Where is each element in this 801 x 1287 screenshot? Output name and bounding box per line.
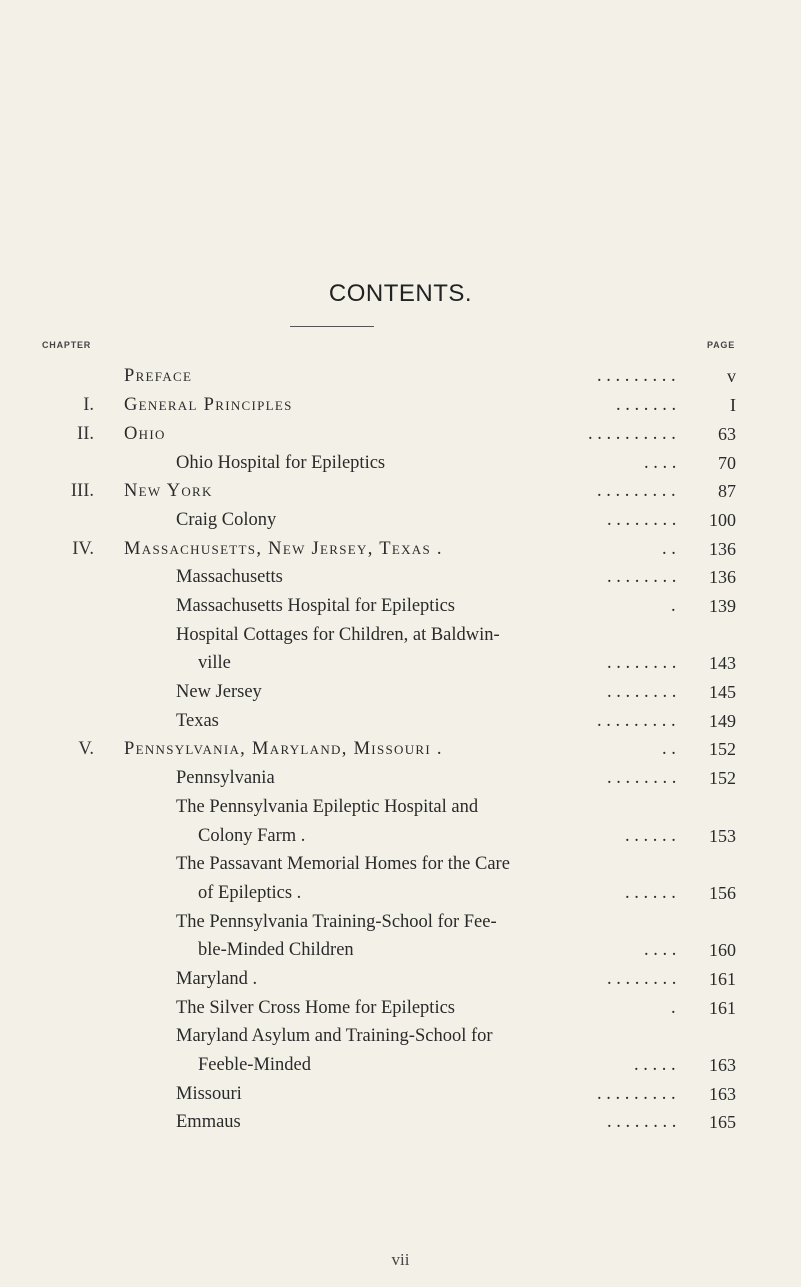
page-number: 149 bbox=[709, 711, 736, 731]
page-number: 100 bbox=[709, 510, 736, 530]
entry-title: General Principles bbox=[124, 395, 293, 415]
entry-title: Hospital Cottages for Children, at Baldwin- bbox=[176, 625, 500, 645]
toc-entry bbox=[0, 795, 801, 819]
page-number: 160 bbox=[709, 940, 736, 960]
entry-title: Feeble-Minded bbox=[198, 1055, 312, 1075]
toc-entry bbox=[0, 852, 801, 876]
page-number: v bbox=[727, 366, 736, 386]
page-column-header: PAGE bbox=[706, 340, 735, 350]
toc-entry bbox=[0, 422, 801, 446]
entry-title: Texas bbox=[176, 711, 219, 731]
entry-title: Colony Farm . bbox=[198, 826, 306, 846]
chapter-number: V. bbox=[78, 739, 94, 759]
toc-entry bbox=[0, 1024, 801, 1048]
page-number: 152 bbox=[709, 768, 736, 788]
title-rule bbox=[290, 326, 374, 327]
toc-entry bbox=[0, 1082, 801, 1106]
chapter-number: IV. bbox=[72, 539, 94, 559]
page-number: 163 bbox=[709, 1055, 736, 1075]
entry-title: Maryland Asylum and Training-School for bbox=[176, 1026, 493, 1046]
chapter-number: I. bbox=[83, 395, 94, 415]
entry-title: Emmaus bbox=[176, 1112, 241, 1132]
page-number: 63 bbox=[718, 424, 736, 444]
toc-entry bbox=[0, 910, 801, 934]
entry-title: Massachusetts, New Jersey, Texas . bbox=[124, 539, 443, 559]
dot-leader: . . bbox=[662, 739, 676, 759]
dot-leader: . . . . . . . . . bbox=[597, 481, 676, 501]
entry-title: ville bbox=[198, 653, 231, 673]
toc-entry bbox=[0, 1110, 801, 1134]
dot-leader: . . . . bbox=[644, 940, 677, 960]
entry-title: Massachusetts bbox=[176, 567, 283, 587]
page-number: 161 bbox=[709, 969, 736, 989]
toc-entry bbox=[0, 451, 801, 475]
dot-leader: . . . . . . . . bbox=[607, 969, 677, 989]
entry-title: The Pennsylvania Training-School for Fee- bbox=[176, 912, 497, 932]
dot-leader: . . . . . . . . bbox=[607, 653, 677, 673]
page-number: 161 bbox=[709, 998, 736, 1018]
page-number: 145 bbox=[709, 682, 736, 702]
entry-title: Ohio Hospital for Epileptics bbox=[176, 453, 386, 473]
page-number: 163 bbox=[709, 1084, 736, 1104]
dot-leader: . . . . . . . . bbox=[607, 567, 677, 587]
entry-title: of Epileptics . bbox=[198, 883, 302, 903]
toc-entry bbox=[0, 623, 801, 647]
page-number: 139 bbox=[709, 596, 736, 616]
toc-entry bbox=[0, 479, 801, 503]
toc-entry bbox=[0, 996, 801, 1020]
toc-entry bbox=[0, 967, 801, 991]
page-number: 136 bbox=[709, 539, 736, 559]
dot-leader: . . . . . . . . . . bbox=[588, 424, 676, 444]
entry-title: The Passavant Memorial Homes for the Care bbox=[176, 854, 510, 874]
entry-title: Pennsylvania, Maryland, Missouri . bbox=[124, 739, 443, 759]
toc-entry bbox=[0, 651, 801, 675]
page-number: 136 bbox=[709, 567, 736, 587]
toc-entry bbox=[0, 881, 801, 905]
entry-title: Maryland . bbox=[176, 969, 258, 989]
page-title: CONTENTS. bbox=[328, 280, 473, 307]
page-number: 70 bbox=[718, 453, 736, 473]
entry-title: Preface bbox=[124, 366, 193, 386]
toc-entry bbox=[0, 824, 801, 848]
toc-entry bbox=[0, 766, 801, 790]
toc-entry bbox=[0, 594, 801, 618]
dot-leader: . . bbox=[662, 539, 676, 559]
dot-leader: . . . . . . bbox=[625, 883, 676, 903]
page-number: 156 bbox=[709, 883, 736, 903]
toc-entry bbox=[0, 938, 801, 962]
dot-leader: . . . . . . . . . bbox=[597, 1084, 676, 1104]
dot-leader: . . . . . . . bbox=[616, 395, 677, 415]
toc-entry bbox=[0, 565, 801, 589]
entry-title: The Pennsylvania Epileptic Hospital and bbox=[176, 797, 479, 817]
page-number: 87 bbox=[718, 481, 736, 501]
chapter-number: II. bbox=[77, 424, 94, 444]
dot-leader: . . . . . . . . bbox=[607, 768, 677, 788]
dot-leader: . . . . . . . . . bbox=[597, 366, 676, 386]
toc-entry bbox=[0, 737, 801, 761]
page-number: 153 bbox=[709, 826, 736, 846]
dot-leader: . . . . . . . . bbox=[607, 1112, 677, 1132]
toc-entry bbox=[0, 508, 801, 532]
toc-entry bbox=[0, 393, 801, 417]
toc-entry bbox=[0, 537, 801, 561]
entry-title: New Jersey bbox=[176, 682, 262, 702]
page-number: 165 bbox=[709, 1112, 736, 1132]
entry-title: Ohio bbox=[124, 424, 166, 444]
page-number: I bbox=[730, 395, 736, 415]
page-folio: vii bbox=[391, 1250, 410, 1269]
toc-entry bbox=[0, 1053, 801, 1077]
toc-entry bbox=[0, 364, 801, 388]
entry-title: New York bbox=[124, 481, 213, 501]
chapter-column-header: CHAPTER bbox=[42, 340, 92, 350]
dot-leader: . . . . . bbox=[634, 1055, 676, 1075]
dot-leader: . . . . . . bbox=[625, 826, 676, 846]
toc-entry bbox=[0, 680, 801, 704]
chapter-number: III. bbox=[70, 481, 94, 501]
entry-title: Massachusetts Hospital for Epileptics bbox=[176, 596, 455, 616]
entry-title: The Silver Cross Home for Epileptics bbox=[176, 998, 455, 1018]
entry-title: Missouri bbox=[176, 1084, 242, 1104]
dot-leader: . . . . . . . . . bbox=[597, 711, 676, 731]
toc-entry bbox=[0, 709, 801, 733]
dot-leader: . bbox=[671, 596, 676, 616]
entry-title: Pennsylvania bbox=[176, 768, 275, 788]
entry-title: ble-Minded Children bbox=[198, 940, 354, 960]
page-number: 143 bbox=[709, 653, 736, 673]
dot-leader: . . . . bbox=[644, 453, 677, 473]
dot-leader: . . . . . . . . bbox=[607, 682, 677, 702]
entry-title: Craig Colony bbox=[176, 510, 277, 530]
page-number: 152 bbox=[709, 739, 736, 759]
dot-leader: . bbox=[671, 998, 676, 1018]
dot-leader: . . . . . . . . bbox=[607, 510, 677, 530]
